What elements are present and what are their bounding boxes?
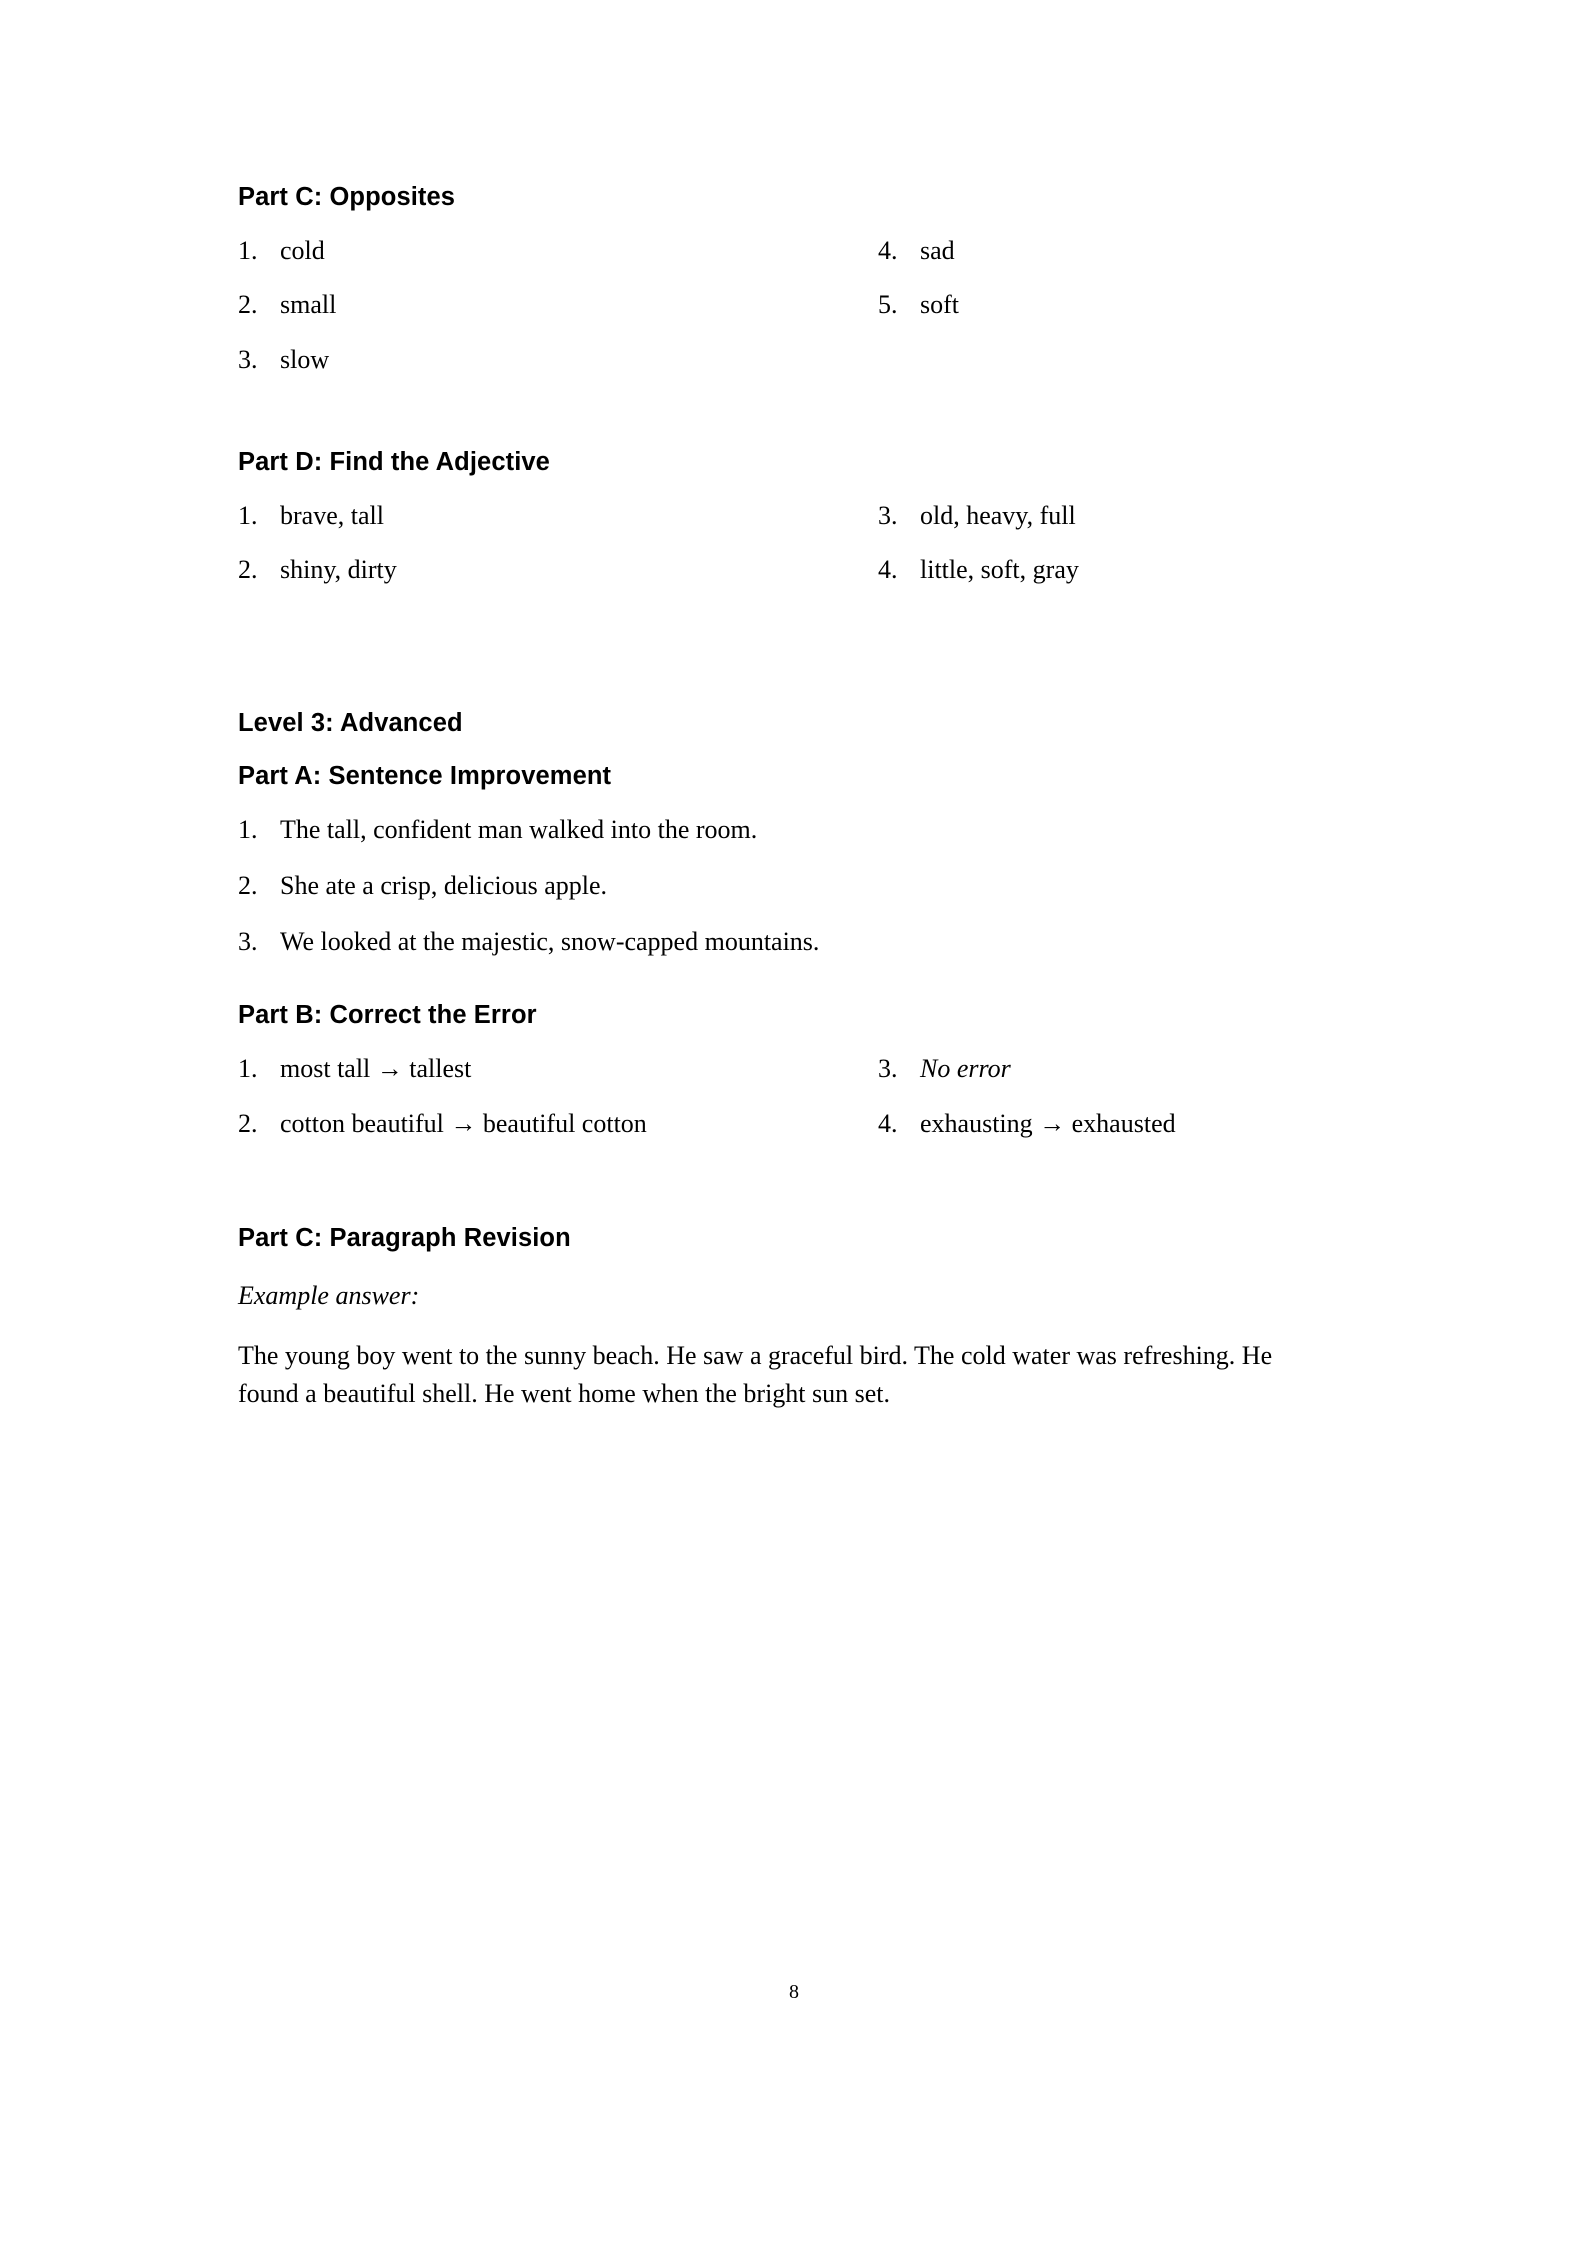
- list-item-number: 4.: [878, 1108, 898, 1138]
- list-part-a-sentence-improvement: [238, 813, 1332, 960]
- list-item: [238, 869, 1332, 903]
- list-item: [878, 553, 1328, 587]
- list-item-text: cold: [280, 235, 325, 265]
- list-item: [238, 288, 658, 322]
- list-item-number: 3.: [878, 1054, 898, 1084]
- spacer: [238, 1255, 1332, 1277]
- list-item-text: brave, tall: [280, 500, 384, 530]
- list-item: [878, 288, 1328, 322]
- list-item-number: 3.: [878, 500, 898, 530]
- list-item-text: small: [280, 290, 337, 320]
- list-item-text: soft: [920, 290, 959, 320]
- list-item-number: 1.: [238, 814, 258, 844]
- heading-part-a-sentence-improvement: Part A: Sentence Improvement: [238, 761, 612, 790]
- page-number: 8: [789, 1981, 799, 2003]
- heading-part-b-correct-the-error: Part B: Correct the Error: [238, 1001, 537, 1030]
- list-item-text: most tall → tallest: [280, 1054, 472, 1084]
- list-item-number: 5.: [878, 290, 898, 320]
- column-left: [238, 499, 658, 588]
- page-content: [238, 182, 1332, 1412]
- spacer: [238, 479, 1332, 499]
- spacer: [238, 1032, 1332, 1052]
- list-item-text: little, soft, gray: [920, 555, 1079, 585]
- list-item: [878, 1052, 1328, 1086]
- list-item-number: 2.: [238, 1108, 258, 1138]
- list-part-d-find-the-adjective: [238, 499, 1332, 612]
- list-part-c-opposites: [238, 234, 1332, 428]
- list-item-text: No error: [920, 1054, 1011, 1084]
- list-item-number: 4.: [878, 235, 898, 265]
- list-item: [238, 234, 658, 268]
- column-right: [878, 499, 1328, 588]
- list-item-text: slow: [280, 344, 330, 374]
- list-item: [238, 1107, 658, 1141]
- heading-part-c-opposites: Part C: Opposites: [238, 183, 456, 211]
- spacer: [238, 1315, 1332, 1337]
- heading-part-d-find-the-adjective: Part D: Find the Adjective: [238, 447, 550, 476]
- list-item-text: old, heavy, full: [920, 500, 1076, 530]
- heading-part-c-paragraph-revision: Part C: Paragraph Revision: [238, 1224, 571, 1253]
- spacer: [238, 612, 1332, 708]
- example-answer-paragraph: The young boy went to the sunny beach. He saw a graceful bird. The cold water was refreshing. He found a beautiful shell. He went home when the bright sun set.: [238, 1340, 1273, 1408]
- spacer: [238, 740, 1332, 761]
- example-answer-label: Example answer:: [238, 1281, 420, 1311]
- list-item-number: 3.: [238, 344, 258, 374]
- column-right: [878, 234, 1328, 323]
- list-item: [878, 234, 1328, 268]
- spacer: [238, 214, 1332, 234]
- list-item-text: exhausting → exhausted: [920, 1108, 1176, 1138]
- list-item-number: 2.: [238, 290, 258, 320]
- list-item-text: shiny, dirty: [280, 555, 397, 585]
- spacer: [238, 428, 1332, 447]
- list-item-text: We looked at the majestic, snow-capped mountains.: [280, 927, 820, 957]
- list-item: [238, 813, 1332, 847]
- list-part-b-correct-the-error: [238, 1052, 1332, 1204]
- list-item-text: cotton beautiful → beautiful cotton: [280, 1108, 647, 1138]
- column-left: [238, 1052, 658, 1141]
- list-item: [878, 1107, 1328, 1141]
- heading-level-3-advanced: Level 3: Advanced: [238, 708, 463, 737]
- spacer: [238, 981, 1332, 1000]
- column-right: [878, 1052, 1328, 1141]
- list-item: [238, 1052, 658, 1086]
- list-item-number: 2.: [238, 870, 258, 900]
- list-item-text: The tall, confident man walked into the room.: [280, 814, 758, 844]
- list-item-text: sad: [920, 235, 955, 265]
- list-item-number: 1.: [238, 1054, 258, 1084]
- list-item: [238, 925, 1332, 959]
- column-left: [238, 234, 658, 377]
- list-item: [238, 553, 658, 587]
- list-item: [238, 499, 658, 533]
- list-item-number: 2.: [238, 555, 258, 585]
- list-item-number: 1.: [238, 500, 258, 530]
- list-item-number: 1.: [238, 235, 258, 265]
- list-item-text: She ate a crisp, delicious apple.: [280, 870, 608, 900]
- list-item-number: 3.: [238, 927, 258, 957]
- list-item: [238, 343, 658, 377]
- list-item-number: 4.: [878, 555, 898, 585]
- list-item: [878, 499, 1328, 533]
- spacer: [238, 1204, 1332, 1223]
- spacer: [238, 793, 1332, 813]
